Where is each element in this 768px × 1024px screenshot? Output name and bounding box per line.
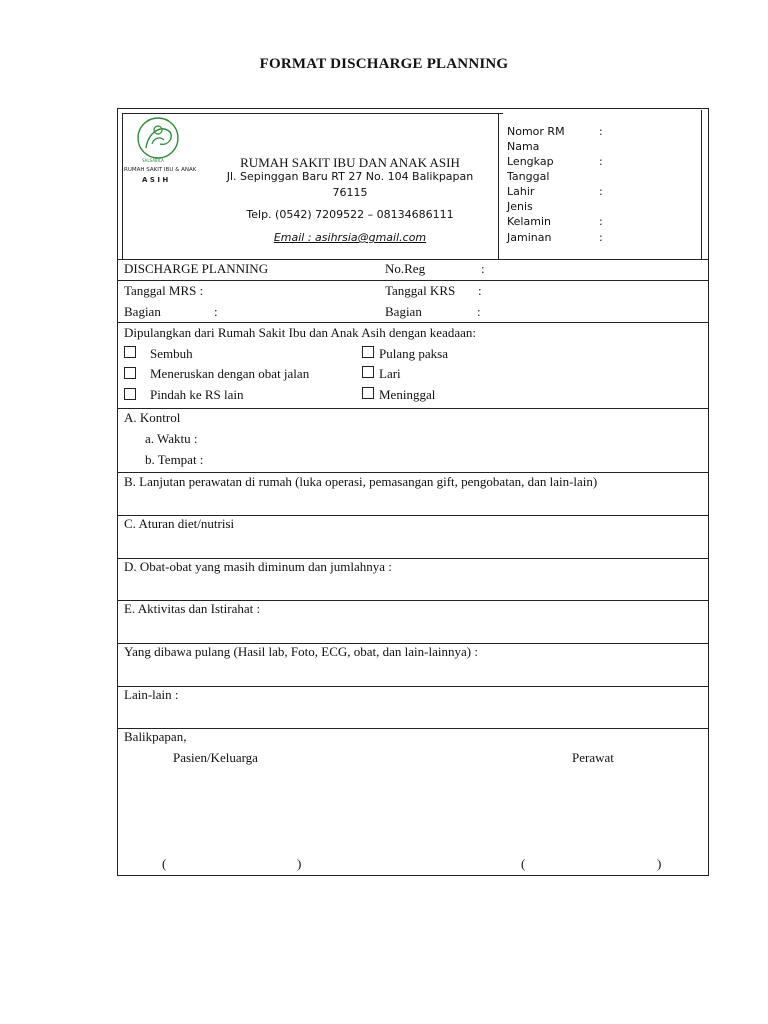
section-lain-lain: Lain-lain :: [124, 687, 179, 702]
hospital-logo: [124, 114, 197, 186]
tanggal-krs-colon: :: [478, 283, 482, 298]
logo-caption-2: A S I H: [142, 176, 169, 184]
kontrol-waktu-label: a. Waktu :: [145, 431, 198, 446]
kontrol-tempat-label: b. Tempat :: [145, 452, 204, 467]
hospital-name: RUMAH SAKIT IBU DAN ANAK ASIH: [240, 155, 460, 170]
rule-condition-section: [117, 408, 709, 409]
hospital-email: Email : asihrsia@gmail.com: [273, 231, 427, 244]
jenis-kelamin-colon: :: [599, 215, 603, 228]
checkbox-sembuh[interactable]: [124, 346, 136, 358]
checkbox-pindah-rs-lain[interactable]: [124, 388, 136, 400]
option-meneruskan-label: Meneruskan dengan obat jalan: [150, 366, 310, 381]
tanggal-label: Tanggal: [507, 170, 550, 183]
section-d-obat: D. Obat-obat yang masih diminum dan jumlahnya :: [124, 559, 392, 574]
hospital-phone: Telp. (0542) 7209522 – 08134686111: [246, 208, 454, 221]
option-sembuh-label: Sembuh: [150, 346, 193, 361]
nomor-rm-colon: :: [599, 125, 603, 138]
no-reg-colon: :: [481, 261, 485, 276]
section-dibawa-pulang: Yang dibawa pulang (Hasil lab, Foto, ECG, obat, dan lain-lainnya) :: [124, 644, 478, 659]
bagian-left-label: Bagian: [124, 304, 161, 319]
pasien-signature-close-paren: ): [297, 856, 302, 871]
checkbox-lari[interactable]: [362, 366, 374, 378]
perawat-signature-close-paren: ): [657, 856, 662, 871]
checkbox-meneruskan-obat-jalan[interactable]: [124, 367, 136, 379]
lengkap-label: Lengkap: [507, 155, 554, 168]
signature-pasien-keluarga: Pasien/Keluarga: [173, 750, 258, 765]
tanggal-lahir-colon: :: [599, 185, 603, 198]
tanggal-mrs-label: Tanggal MRS :: [124, 283, 204, 298]
perawat-signature-open-paren: (: [521, 856, 526, 871]
nama-label: Nama: [507, 140, 540, 153]
rule-discharge-row: [117, 280, 709, 281]
rule-kontrol-section: [117, 472, 709, 473]
rule-bagian-row: [117, 322, 709, 323]
section-e-aktivitas: E. Aktivitas dan Istirahat :: [124, 601, 261, 616]
section-b-lanjutan-perawatan: B. Lanjutan perawatan di rumah (luka operasi, pemasangan gift, pengobatan, dan lain-lain): [124, 474, 598, 489]
jenis-label: Jenis: [507, 200, 533, 213]
section-c-aturan-diet: C. Aturan diet/nutrisi: [124, 516, 235, 531]
jaminan-colon: :: [599, 231, 603, 244]
nomor-rm-label: Nomor RM: [507, 125, 565, 138]
checkbox-meninggal[interactable]: [362, 387, 374, 399]
no-reg-label: No.Reg: [385, 261, 426, 276]
bagian-left-colon: :: [214, 304, 218, 319]
hospital-address-line-1: Jl. Sepinggan Baru RT 27 No. 104 Balikpapan: [226, 170, 474, 183]
signature-perawat: Perawat: [572, 750, 614, 765]
rule-header-bottom: [117, 259, 709, 260]
kelamin-label: Kelamin: [507, 215, 551, 228]
rule-lain-section: [117, 728, 709, 729]
header-inner-left-border: [122, 113, 123, 259]
tanggal-krs-label: Tanggal KRS: [385, 283, 456, 298]
lahir-label: Lahir: [507, 185, 535, 198]
option-meninggal-label: Meninggal: [379, 387, 436, 402]
hospital-address-line-2: 76115: [332, 186, 368, 199]
patient-box-right-border: [701, 110, 702, 259]
option-pindah-label: Pindah ke RS lain: [150, 387, 244, 402]
nama-lengkap-colon: :: [599, 155, 603, 168]
option-pulang-paksa-label: Pulang paksa: [379, 346, 448, 361]
bagian-right-colon: :: [477, 304, 481, 319]
checkbox-pulang-paksa[interactable]: [362, 346, 374, 358]
document-title: FORMAT DISCHARGE PLANNING: [259, 56, 509, 72]
option-lari-label: Lari: [379, 366, 401, 381]
logo-caption-small: SALSABILA: [142, 158, 164, 163]
rule-dibawa-section: [117, 686, 709, 687]
signature-place: Balikpapan,: [124, 729, 187, 744]
bagian-right-label: Bagian: [385, 304, 422, 319]
condition-heading: Dipulangkan dari Rumah Sakit Ibu dan Anak Asih dengan keadaan:: [124, 325, 477, 340]
discharge-planning-label: DISCHARGE PLANNING: [124, 261, 269, 276]
pasien-signature-open-paren: (: [162, 856, 167, 871]
section-a-kontrol: A. Kontrol: [124, 410, 181, 425]
jaminan-label: Jaminan: [507, 231, 552, 244]
logo-caption-1: RUMAH SAKIT IBU & ANAK: [124, 167, 197, 173]
